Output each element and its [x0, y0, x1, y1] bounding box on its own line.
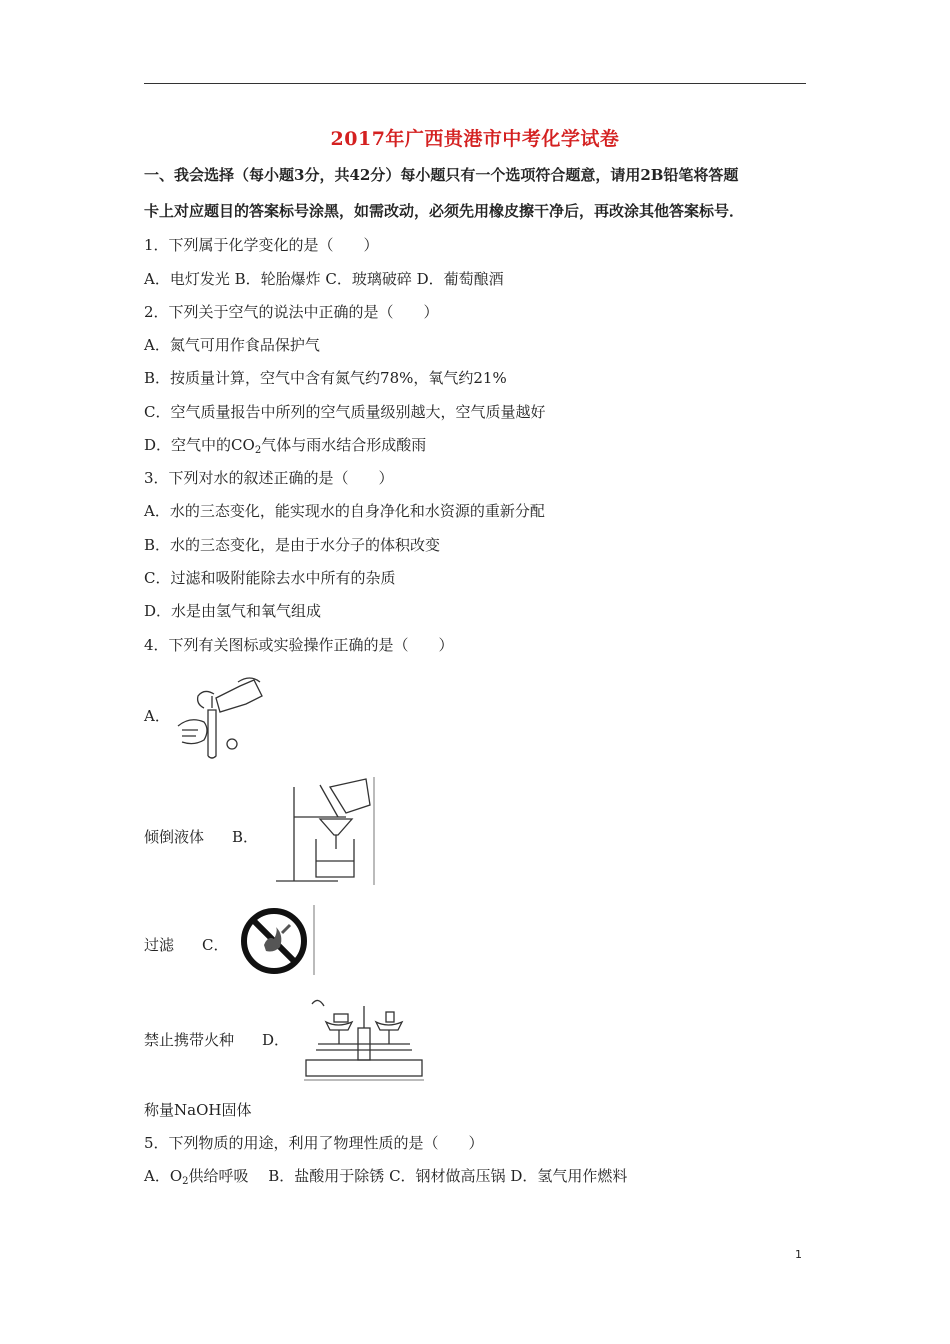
no-fire-sign-icon [234, 905, 316, 977]
q3-option-a: A．水的三态变化，能实现水的自身净化和水资源的重新分配 [144, 502, 545, 520]
q5-stem: 5．下列物质的用途，利用了物理性质的是（ ） [144, 1134, 484, 1152]
q1-options: A．电灯发光 B．轮胎爆炸 C．玻璃破碎 D．葡萄酿酒 [144, 270, 504, 288]
balance-scale-figure [302, 994, 426, 1082]
header-rule [144, 83, 806, 84]
q2-option-a: A．氮气可用作食品保护气 [144, 336, 320, 354]
q2-option-d: D．空气中的$CO_2$气体与雨水结合形成酸雨 [144, 436, 427, 456]
q3-option-c: C．过滤和吸附能除去水中所有的杂质 [144, 569, 396, 587]
q4-option-b-caption: 过滤 C． [144, 936, 229, 954]
q3-stem: 3．下列对水的叙述正确的是（ ） [144, 469, 394, 487]
q1-stem: 1．下列属于化学变化的是（ ） [144, 236, 379, 254]
q4-stem: 4．下列有关图标或实验操作正确的是（ ） [144, 636, 454, 654]
q2-option-c: C．空气质量报告中所列的空气质量级别越大，空气质量越好 [144, 403, 546, 421]
pouring-liquid-figure [168, 668, 272, 760]
q4-option-d-caption: 称量NaOH固体 [144, 1101, 252, 1119]
q3-option-b: B．水的三态变化，是由于水分子的体积改变 [144, 536, 441, 554]
q4-option-a-label: A． [144, 707, 170, 725]
q2-option-b: B．按质量计算，空气中含有氮气约78%，氧气约21% [144, 369, 507, 387]
page-number: 1 [795, 1248, 802, 1261]
q4-option-a-caption: 倾倒液体 B． [144, 828, 259, 846]
q5-options: A．$O_2$供给呼吸 B．盐酸用于除锈 C．钢材做高压锅 D．氢气用作燃料 [144, 1167, 628, 1187]
page-title: 2017年广西贵港市中考化学试卷 [330, 128, 620, 150]
q2-stem: 2．下列关于空气的说法中正确的是（ ） [144, 303, 439, 321]
q3-option-d: D．水是由氢气和氧气组成 [144, 602, 322, 620]
section-instruction-line1: 一、我会选择（每小题3分，共42分）每小题只有一个选项符合题意，请用2B铅笔将答题 [144, 166, 739, 184]
q4-option-c-caption: 禁止携带火种 D． [144, 1031, 290, 1049]
filtration-figure [268, 777, 376, 887]
section-instruction-line2: 卡上对应题目的答案标号涂黑，如需改动，必须先用橡皮擦干净后，再改涂其他答案标号． [144, 202, 745, 220]
